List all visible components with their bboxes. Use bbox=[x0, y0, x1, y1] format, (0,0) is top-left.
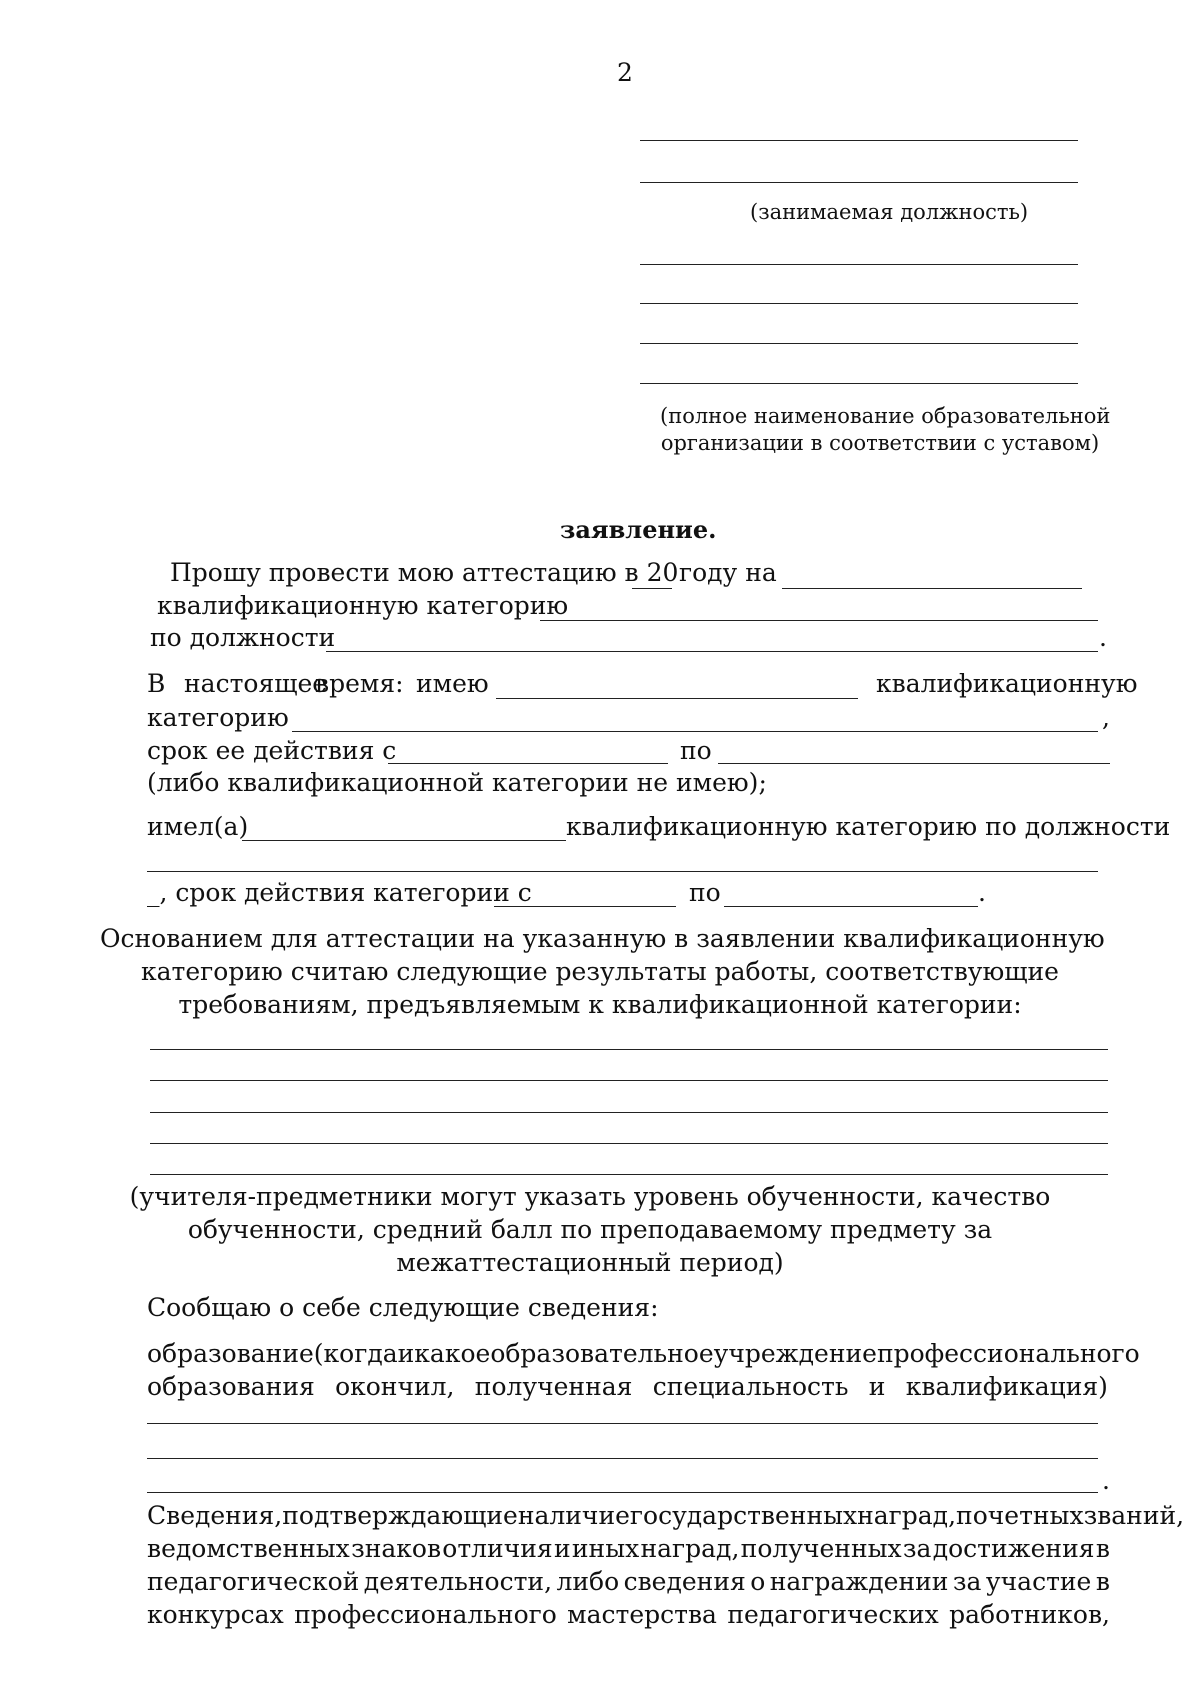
org-line-2[interactable] bbox=[640, 303, 1078, 304]
request-text-1: Прошу провести мою аттестацию в 20 bbox=[170, 558, 679, 587]
validity-from-label: срок ее действия с bbox=[147, 736, 397, 765]
note-line-3: межаттестационный период) bbox=[396, 1248, 784, 1277]
had-validity-end: . bbox=[978, 878, 986, 907]
request-text-2: квалификационную категорию bbox=[157, 591, 569, 620]
awards-line-1: Сведения, подтверждающие наличие государственных наград, почетных званий, bbox=[147, 1501, 1185, 1530]
had-label: имел(а) bbox=[147, 812, 249, 841]
validity-from-field[interactable] bbox=[388, 763, 668, 764]
basis-line-1: Основанием для аттестации на указанную в заявлении квалификационную bbox=[100, 924, 1105, 953]
had-validity-from-field[interactable] bbox=[494, 906, 676, 907]
awards-line-3: педагогической деятельности, либо сведения о награждении за участие в bbox=[147, 1567, 1110, 1596]
current-category-comma: , bbox=[1102, 703, 1110, 732]
current-qualification: квалификационную bbox=[876, 669, 1138, 698]
position-caption: (занимаемая должность) bbox=[750, 200, 1029, 224]
had-category-field[interactable] bbox=[242, 840, 566, 841]
results-line-1[interactable] bbox=[150, 1049, 1108, 1050]
had-category-text: квалификационную категорию по должности bbox=[566, 812, 1171, 841]
awards-line-2: ведомственных знаков отличия и иных наград, полученных за достижения в bbox=[147, 1534, 1110, 1563]
position-line-1[interactable] bbox=[640, 140, 1078, 141]
education-end: . bbox=[1102, 1466, 1110, 1495]
education-line-1: образование (когда и какое образовательное учреждение профессионального bbox=[147, 1339, 1140, 1368]
year-field[interactable] bbox=[632, 588, 672, 589]
education-field-3[interactable] bbox=[147, 1492, 1098, 1493]
awards-line-4: конкурсах профессионального мастерства педагогических работников, bbox=[147, 1600, 1110, 1629]
validity-to-label: по bbox=[680, 736, 712, 765]
info-heading: Сообщаю о себе следующие сведения: bbox=[147, 1293, 659, 1322]
no-category-note: (либо квалификационной категории не имею); bbox=[147, 768, 767, 797]
validity-to-field[interactable] bbox=[718, 763, 1110, 764]
org-line-4[interactable] bbox=[640, 383, 1078, 384]
basis-line-2: категорию считаю следующие результаты работы, соответствующие bbox=[141, 957, 1059, 986]
document-title: заявление. bbox=[560, 515, 717, 544]
page-number: 2 bbox=[617, 58, 633, 87]
current-now: настоящее bbox=[184, 669, 328, 698]
results-line-2[interactable] bbox=[150, 1080, 1108, 1081]
org-line-1[interactable] bbox=[640, 264, 1078, 265]
current-b: В bbox=[147, 669, 166, 698]
current-have: имею bbox=[416, 669, 489, 698]
note-line-2: обученности, средний балл по преподаваемому предмету за bbox=[187, 1215, 993, 1244]
basis-line-3: требованиям, предъявляемым к квалификационной категории: bbox=[178, 990, 1022, 1019]
org-line-3[interactable] bbox=[640, 343, 1078, 344]
category-type-field[interactable] bbox=[782, 588, 1082, 589]
education-field-2[interactable] bbox=[147, 1458, 1098, 1459]
org-caption-1: (полное наименование образовательной bbox=[660, 404, 1111, 428]
current-category-word: категорию bbox=[147, 703, 289, 732]
results-line-4[interactable] bbox=[150, 1143, 1108, 1144]
position-field[interactable] bbox=[326, 651, 1098, 652]
request-text-3: по должности bbox=[150, 623, 336, 652]
had-validity-to-label: по bbox=[689, 878, 721, 907]
current-time: время: bbox=[315, 669, 404, 698]
had-position-field[interactable] bbox=[147, 871, 1098, 872]
current-category-name-field[interactable] bbox=[292, 731, 1098, 732]
position-line-2[interactable] bbox=[640, 182, 1078, 183]
education-field-1[interactable] bbox=[147, 1423, 1098, 1424]
results-line-5[interactable] bbox=[150, 1174, 1108, 1175]
had-validity-to-field[interactable] bbox=[724, 906, 978, 907]
request-text-1b: году на bbox=[679, 558, 777, 587]
request-text-3-end: . bbox=[1099, 623, 1107, 652]
category-field[interactable] bbox=[540, 620, 1098, 621]
had-validity-from-label: _, срок действия категории с bbox=[147, 878, 532, 907]
org-caption-2: организации в соответствии с уставом) bbox=[660, 431, 1100, 455]
note-line-1: (учителя-предметники могут указать уровень обученности, качество bbox=[129, 1182, 1051, 1211]
current-category-field[interactable] bbox=[496, 698, 858, 699]
results-line-3[interactable] bbox=[150, 1112, 1108, 1113]
education-line-2: образования окончил, полученная специальность и квалификация) bbox=[147, 1372, 1108, 1401]
